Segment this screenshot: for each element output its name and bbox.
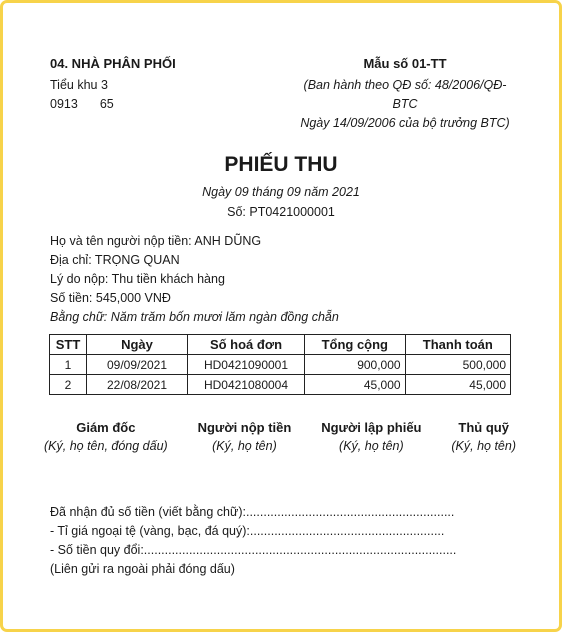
header-total: Tổng cộng bbox=[305, 335, 406, 355]
signature-role: Người nộp tiền bbox=[197, 420, 292, 435]
payer-address: Địa chỉ: TRỌNG QUAN bbox=[50, 253, 180, 267]
cell-stt: 1 bbox=[50, 355, 87, 375]
table-row bbox=[50, 355, 511, 375]
received-amount-line: Đã nhận đủ số tiền (viết bằng chữ):............................................................ bbox=[50, 505, 455, 519]
form-header bbox=[280, 54, 530, 133]
form-number: Mẫu số 01-TT bbox=[363, 56, 447, 71]
cell-payment: 500,000 bbox=[405, 355, 510, 375]
signature-role: Người lập phiếu bbox=[321, 420, 422, 435]
converted-amount-line: - Số tiền quy đổi:.......................................................................................... bbox=[50, 543, 457, 557]
signature-note: (Ký, họ tên, đóng dấu) bbox=[44, 439, 168, 453]
receipt-footer bbox=[50, 503, 456, 579]
issued-line-1: (Ban hành theo QĐ số: 48/2006/QĐ- bbox=[303, 78, 507, 92]
signature-role: Thủ quỹ bbox=[458, 420, 509, 435]
signature-role: Giám đốc bbox=[76, 420, 136, 435]
phone-part-2: 65 bbox=[99, 97, 114, 111]
cell-invoice: HD0421080004 bbox=[188, 375, 305, 395]
payer-info bbox=[50, 232, 339, 327]
issued-line-3: Ngày 14/09/2006 của bộ trưởng BTC) bbox=[300, 116, 510, 130]
company-phone bbox=[50, 95, 176, 114]
phone-part-1: 0913 bbox=[50, 97, 78, 111]
signature-note: (Ký, họ tên) bbox=[339, 439, 404, 453]
signature-preparer bbox=[321, 418, 421, 456]
invoice-table bbox=[49, 334, 511, 395]
cell-total: 900,000 bbox=[305, 355, 406, 375]
signature-payer bbox=[198, 418, 292, 456]
company-name: 04. NHÀ PHÂN PHỐI bbox=[50, 56, 176, 71]
receipt-title: PHIẾU THU bbox=[224, 153, 338, 176]
cell-invoice: HD0421090001 bbox=[188, 355, 305, 375]
signature-note: (Ký, họ tên) bbox=[212, 439, 277, 453]
issued-line-2: BTC bbox=[392, 97, 418, 111]
amount-in-words: Bằng chữ: Năm trăm bốn mươi lăm ngàn đồng chẵn bbox=[50, 310, 339, 324]
exchange-rate-line: - Tỉ giá ngoại tệ (vàng, bạc, đá quý):........................................................ bbox=[50, 524, 445, 538]
header-invoice: Số hoá đơn bbox=[188, 335, 305, 355]
receipt-number: Số: PT0421000001 bbox=[227, 205, 335, 219]
header-payment: Thanh toán bbox=[405, 335, 510, 355]
header-stt: STT bbox=[50, 335, 87, 355]
receipt-date: Ngày 09 tháng 09 năm 2021 bbox=[202, 185, 360, 199]
payer-name: Họ và tên người nộp tiền: ANH DŨNG bbox=[50, 234, 262, 248]
signature-note: (Ký, họ tên) bbox=[451, 439, 516, 453]
stamp-note: (Liên gửi ra ngoài phải đóng dấu) bbox=[50, 562, 235, 576]
cell-stt: 2 bbox=[50, 375, 87, 395]
cell-total: 45,000 bbox=[305, 375, 406, 395]
payment-amount: Số tiền: 545,000 VNĐ bbox=[50, 291, 171, 305]
cell-date: 09/09/2021 bbox=[87, 355, 188, 375]
signature-section bbox=[44, 418, 516, 456]
table-header-row bbox=[50, 335, 511, 355]
cell-payment: 45,000 bbox=[405, 375, 510, 395]
company-address: Tiểu khu 3 bbox=[50, 78, 108, 92]
signature-cashier bbox=[451, 418, 516, 456]
header-date: Ngày bbox=[87, 335, 188, 355]
table-row bbox=[50, 375, 511, 395]
signature-director bbox=[44, 418, 168, 456]
payment-reason: Lý do nộp: Thu tiền khách hàng bbox=[50, 272, 225, 286]
cell-date: 22/08/2021 bbox=[87, 375, 188, 395]
company-header bbox=[50, 54, 176, 114]
